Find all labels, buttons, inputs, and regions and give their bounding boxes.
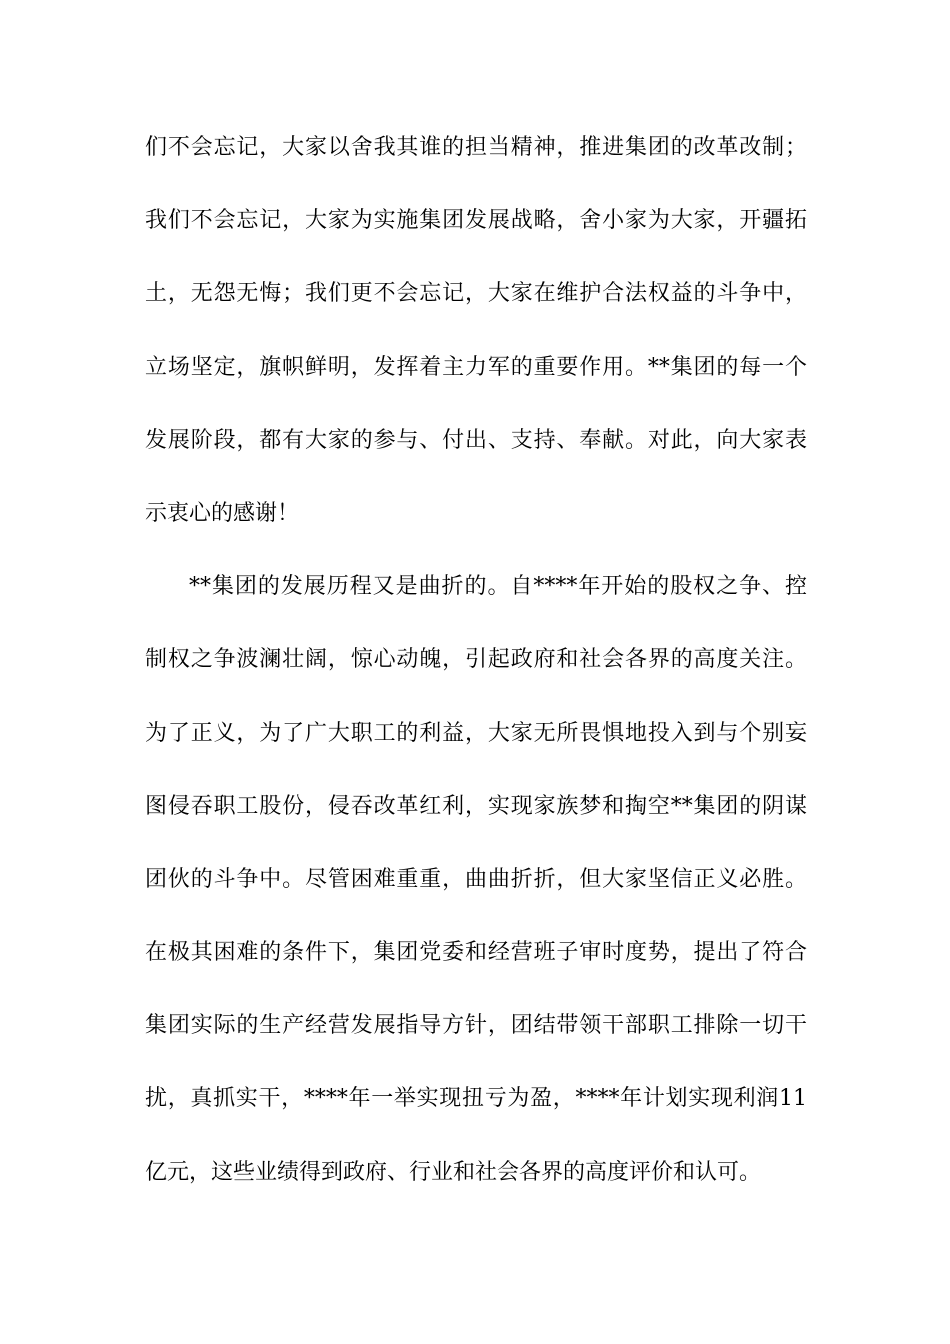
text-line: 亿元，这些业绩得到政府、行业和社会各界的高度评价和认可。: [145, 1159, 762, 1185]
text-line: 图侵吞职工股份，侵吞改革红利，实现家族梦和掏空**集团的阴谋: [145, 793, 807, 819]
text-line: 我们不会忘记，大家为实施集团发展战略，舍小家为大家，开疆拓: [145, 208, 807, 234]
text-line: 集团实际的生产经营发展指导方针，团结带领干部职工排除一切干: [145, 1013, 807, 1039]
text-line: 扰，真抓实干，****年一举实现扭亏为盈，****年计划实现利润11: [145, 1086, 807, 1112]
text-line: 发展阶段，都有大家的参与、付出、支持、奉献。对此，向大家表: [145, 427, 807, 453]
text-line: 示衷心的感谢！: [145, 500, 300, 526]
text-line: **集团的发展历程又是曲折的。自****年开始的股权之争、控: [189, 574, 807, 600]
text-line: 制权之争波澜壮阔，惊心动魄，引起政府和社会各界的高度关注。: [145, 647, 807, 673]
text-line: 团伙的斗争中。尽管困难重重，曲曲折折，但大家坚信正义必胜。: [145, 866, 807, 892]
text-line: 们不会忘记，大家以舍我其谁的担当精神，推进集团的改革改制；: [145, 135, 807, 160]
text-line: 在极其困难的条件下，集团党委和经营班子审时度势，提出了符合: [145, 940, 807, 966]
text-line: 立场坚定，旗帜鲜明，发挥着主力军的重要作用。**集团的每一个: [145, 354, 807, 380]
text-line: 为了正义，为了广大职工的利益，大家无所畏惧地投入到与个别妄: [145, 720, 807, 746]
document-body: [145, 126, 807, 1224]
text-line: 土，无怨无悔；我们更不会忘记，大家在维护合法权益的斗争中，: [145, 281, 807, 307]
